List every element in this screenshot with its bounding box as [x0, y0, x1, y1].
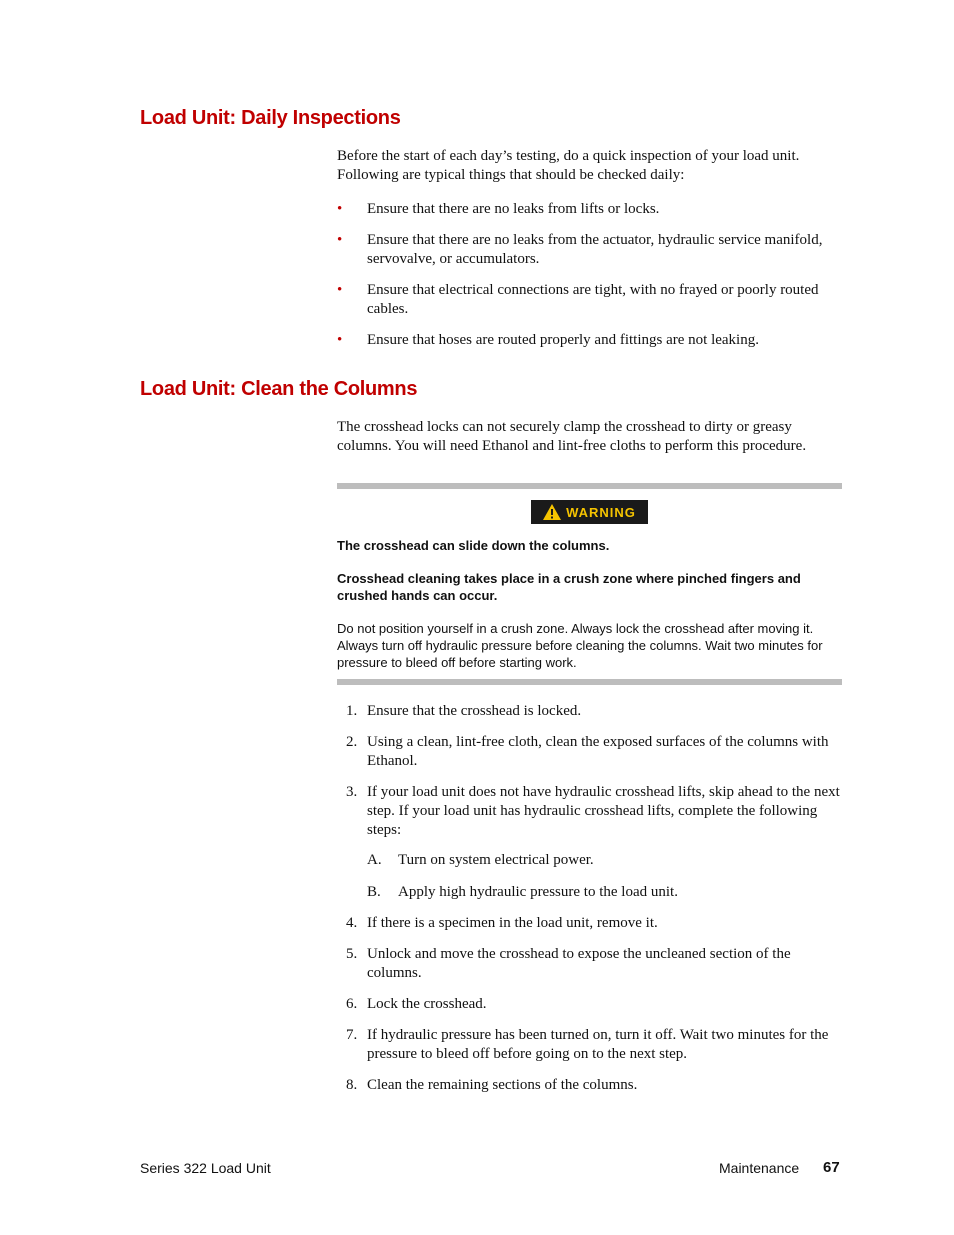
step-number: 1. [346, 703, 358, 719]
step-text: If hydraulic pressure has been turned on, turn it off. Wait two minutes for the pressure to bleed off before going on to the next step. [367, 1027, 829, 1062]
clean-columns-intro: The crosshead locks can not securely clamp the crosshead to dirty or greasy columns. You will need Ethanol and lint-free cloths to perform this procedure. [337, 419, 807, 454]
warning-badge [531, 500, 648, 524]
warning-bottom-rule [337, 679, 842, 685]
substep-letter: B. [367, 884, 381, 900]
warning-top-rule [337, 483, 842, 489]
footer-doc-title: Series 322 Load Unit [140, 1160, 271, 1176]
step-number: 2. [346, 734, 358, 750]
list-item-text: Ensure that there are no leaks from the actuator, hydraulic service manifold, servovalve, or accumulators. [367, 232, 823, 267]
step-number: 5. [346, 946, 358, 962]
list-item-text: Ensure that there are no leaks from lifts or locks. [367, 201, 660, 217]
list-item-text: Ensure that hoses are routed properly and fittings are not leaking. [367, 332, 759, 348]
page-number: 67 [823, 1159, 840, 1176]
bullet-icon: • [337, 232, 343, 248]
step-number: 4. [346, 915, 358, 931]
warning-headline: The crosshead can slide down the columns. [337, 538, 610, 553]
bullet-icon: • [337, 332, 343, 348]
step-number: 7. [346, 1027, 358, 1043]
list-item-text: Ensure that electrical connections are tight, with no frayed or poorly routed cables. [367, 282, 819, 317]
step-text: Using a clean, lint-free cloth, clean the exposed surfaces of the columns with Ethanol. [367, 734, 829, 769]
step-text: Unlock and move the crosshead to expose the uncleaned section of the columns. [367, 946, 791, 981]
section-title-daily-inspections: Load Unit: Daily Inspections [140, 107, 401, 129]
warning-label: WARNING [566, 504, 636, 520]
section-title-clean-columns: Load Unit: Clean the Columns [140, 378, 418, 400]
step-text: Lock the crosshead. [367, 996, 487, 1012]
step-number: 3. [346, 784, 358, 800]
substep-letter: A. [367, 852, 382, 868]
bullet-icon: • [337, 201, 343, 217]
substep-text: Turn on system electrical power. [398, 852, 594, 868]
step-number: 6. [346, 996, 358, 1012]
warning-triangle-icon [543, 504, 561, 520]
step-text: If there is a specimen in the load unit, remove it. [367, 915, 658, 931]
step-number: 8. [346, 1077, 358, 1093]
substep-text: Apply high hydraulic pressure to the load unit. [398, 884, 678, 900]
daily-inspections-intro: Before the start of each day’s testing, do a quick inspection of your load unit. Following are typical things that should be checked daily: [337, 148, 800, 183]
warning-hazard: Crosshead cleaning takes place in a crush zone where pinched fingers and crushed hands can occur. [337, 571, 801, 603]
bullet-icon: • [337, 282, 343, 298]
step-text: If your load unit does not have hydraulic crosshead lifts, skip ahead to the next step. If your load unit has hydraulic crosshead lifts, complete the following steps: [367, 784, 840, 838]
warning-instructions: Do not position yourself in a crush zone. Always lock the crosshead after moving it. Always turn off hydraulic pressure before cleaning the columns. Wait two minutes for pressure to bleed off before starting work. [337, 621, 823, 670]
step-text: Clean the remaining sections of the columns. [367, 1077, 638, 1093]
footer-chapter: Maintenance [719, 1160, 800, 1176]
step-text: Ensure that the crosshead is locked. [367, 703, 582, 719]
